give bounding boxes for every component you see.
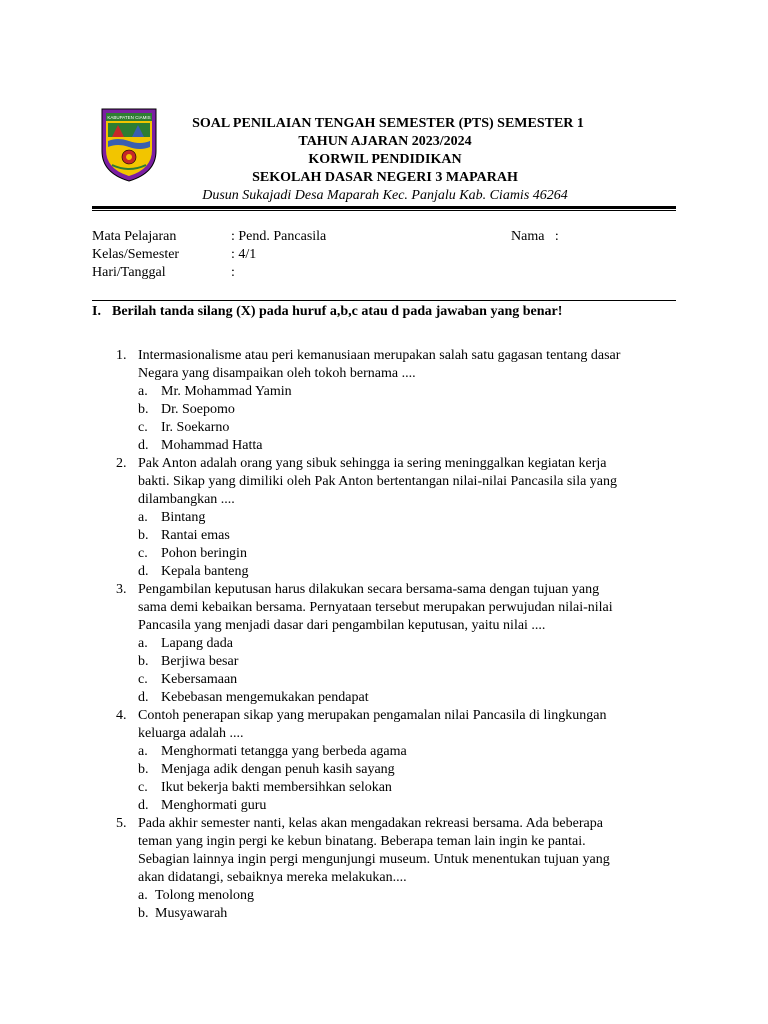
date-label: Hari/Tanggal	[92, 265, 166, 280]
option-text: Kebersamaan	[161, 672, 238, 687]
option-b[interactable]	[138, 761, 682, 779]
header-divider-thin	[92, 210, 676, 211]
option-letter: c.	[138, 420, 148, 435]
question-2	[92, 455, 682, 581]
question-number: 4.	[116, 708, 127, 723]
subject-label: Mata Pelajaran	[92, 229, 177, 244]
logo-banner-text: KABUPATEN CIAMIS	[107, 115, 151, 120]
option-d[interactable]	[138, 797, 682, 815]
option-letter: a.	[138, 888, 148, 903]
header-divider-thick	[92, 206, 676, 209]
option-text: Ikut bekerja bakti membersihkan selokan	[161, 780, 392, 795]
question-1	[92, 347, 682, 455]
question-text: dilambangkan ....	[138, 492, 235, 507]
class-value: : 4/1	[231, 247, 257, 262]
question-text: keluarga adalah ....	[138, 726, 244, 741]
option-letter: c.	[138, 672, 148, 687]
option-text: Lapang dada	[161, 636, 233, 651]
option-a[interactable]	[138, 509, 682, 527]
option-letter: d.	[138, 690, 149, 705]
option-c[interactable]	[138, 779, 682, 797]
section-divider	[92, 300, 676, 301]
option-a[interactable]	[138, 635, 682, 653]
option-d[interactable]	[138, 563, 682, 581]
option-a[interactable]	[138, 887, 682, 905]
question-number: 1.	[116, 348, 127, 363]
option-text: Musyawarah	[155, 906, 228, 921]
option-letter: d.	[138, 438, 149, 453]
option-letter: a.	[138, 384, 148, 399]
school-logo-icon	[98, 103, 160, 183]
option-c[interactable]	[138, 671, 682, 689]
option-text: Menjaga adik dengan penuh kasih sayang	[161, 762, 395, 777]
option-letter: b.	[138, 402, 149, 417]
option-b[interactable]	[138, 401, 682, 419]
instruction-text: Berilah tanda silang (X) pada huruf a,b,c atau d pada jawaban yang benar!	[112, 304, 563, 319]
question-text: akan didatangi, sebaiknya mereka melakukan....	[138, 870, 407, 885]
option-b[interactable]	[138, 653, 682, 671]
question-number: 5.	[116, 816, 127, 831]
question-text: sama demi kebaikan bersama. Pernyataan tersebut merupakan perwujudan nilai-nilai	[138, 600, 613, 615]
question-number: 2.	[116, 456, 127, 471]
option-letter: a.	[138, 510, 148, 525]
option-d[interactable]	[138, 437, 682, 455]
option-text: Mr. Mohammad Yamin	[161, 384, 292, 399]
option-b[interactable]	[138, 527, 682, 545]
question-text: teman yang ingin pergi ke kebun binatang. Beberapa teman lain ingin ke pantai.	[138, 834, 586, 849]
question-text: Intermasionalisme atau peri kemanusiaan merupakan salah satu gagasan tentang dasar	[138, 348, 621, 363]
option-text: Dr. Soepomo	[161, 402, 235, 417]
office-name: KORWIL PENDIDIKAN	[308, 152, 462, 167]
option-letter: c.	[138, 780, 148, 795]
question-number: 3.	[116, 582, 127, 597]
option-b[interactable]	[138, 905, 682, 923]
class-label: Kelas/Semester	[92, 247, 180, 262]
question-5	[92, 815, 682, 923]
option-letter: b.	[138, 762, 149, 777]
option-text: Pohon beringin	[161, 546, 247, 561]
option-letter: a.	[138, 744, 148, 759]
option-c[interactable]	[138, 419, 682, 437]
option-text: Kebebasan mengemukakan pendapat	[161, 690, 369, 705]
question-text: Contoh penerapan sikap yang merupakan pengamalan nilai Pancasila di lingkungan	[138, 708, 607, 723]
option-text: Berjiwa besar	[161, 654, 239, 669]
option-letter: b.	[138, 906, 149, 921]
name-label: Nama :	[511, 229, 559, 244]
academic-year: TAHUN AJARAN 2023/2024	[298, 134, 472, 149]
option-letter: c.	[138, 546, 148, 561]
question-text: Pancasila yang menjadi dasar dari pengambilan keputusan, yaitu nilai ....	[138, 618, 546, 633]
option-a[interactable]	[138, 743, 682, 761]
question-list	[92, 347, 682, 923]
question-text: bakti. Sikap yang dimiliki oleh Pak Anton bertentangan nilai-nilai Pancasila sila yang	[138, 474, 618, 489]
option-a[interactable]	[138, 383, 682, 401]
option-text: Menghormati guru	[161, 798, 267, 813]
option-letter: b.	[138, 528, 149, 543]
subject-value: : Pend. Pancasila	[231, 229, 327, 244]
option-letter: b.	[138, 654, 149, 669]
date-value: :	[231, 265, 235, 280]
section-number: I.	[92, 304, 101, 319]
option-text: Kepala banteng	[161, 564, 249, 579]
section-instruction	[92, 303, 562, 321]
question-4	[92, 707, 682, 815]
option-d[interactable]	[138, 689, 682, 707]
option-letter: a.	[138, 636, 148, 651]
question-text: Pada akhir semester nanti, kelas akan mengadakan rekreasi bersama. Ada beberapa	[138, 816, 603, 831]
option-letter: d.	[138, 798, 149, 813]
exam-title: SOAL PENILAIAN TENGAH SEMESTER (PTS) SEMESTER 1	[192, 116, 584, 131]
question-text: Pengambilan keputusan harus dilakukan secara bersama-sama dengan tujuan yang	[138, 582, 600, 597]
option-text: Mohammad Hatta	[161, 438, 263, 453]
option-text: Menghormati tetangga yang berbeda agama	[161, 744, 407, 759]
question-text: Negara yang disampaikan oleh tokoh bernama ....	[138, 366, 416, 381]
school-name: SEKOLAH DASAR NEGERI 3 MAPARAH	[252, 170, 518, 185]
option-text: Bintang	[161, 510, 206, 525]
school-address: Dusun Sukajadi Desa Maparah Kec. Panjalu Kab. Ciamis 46264	[202, 188, 568, 203]
option-c[interactable]	[138, 545, 682, 563]
question-text: Pak Anton adalah orang yang sibuk sehingga ia sering meninggalkan kegiatan kerja	[138, 456, 607, 471]
question-3	[92, 581, 682, 707]
question-text: Sebagian lainnya ingin pergi mengunjungi museum. Untuk menentukan tujuan yang	[138, 852, 610, 867]
option-text: Ir. Soekarno	[161, 420, 230, 435]
option-text: Tolong menolong	[155, 888, 254, 903]
option-letter: d.	[138, 564, 149, 579]
option-text: Rantai emas	[161, 528, 230, 543]
